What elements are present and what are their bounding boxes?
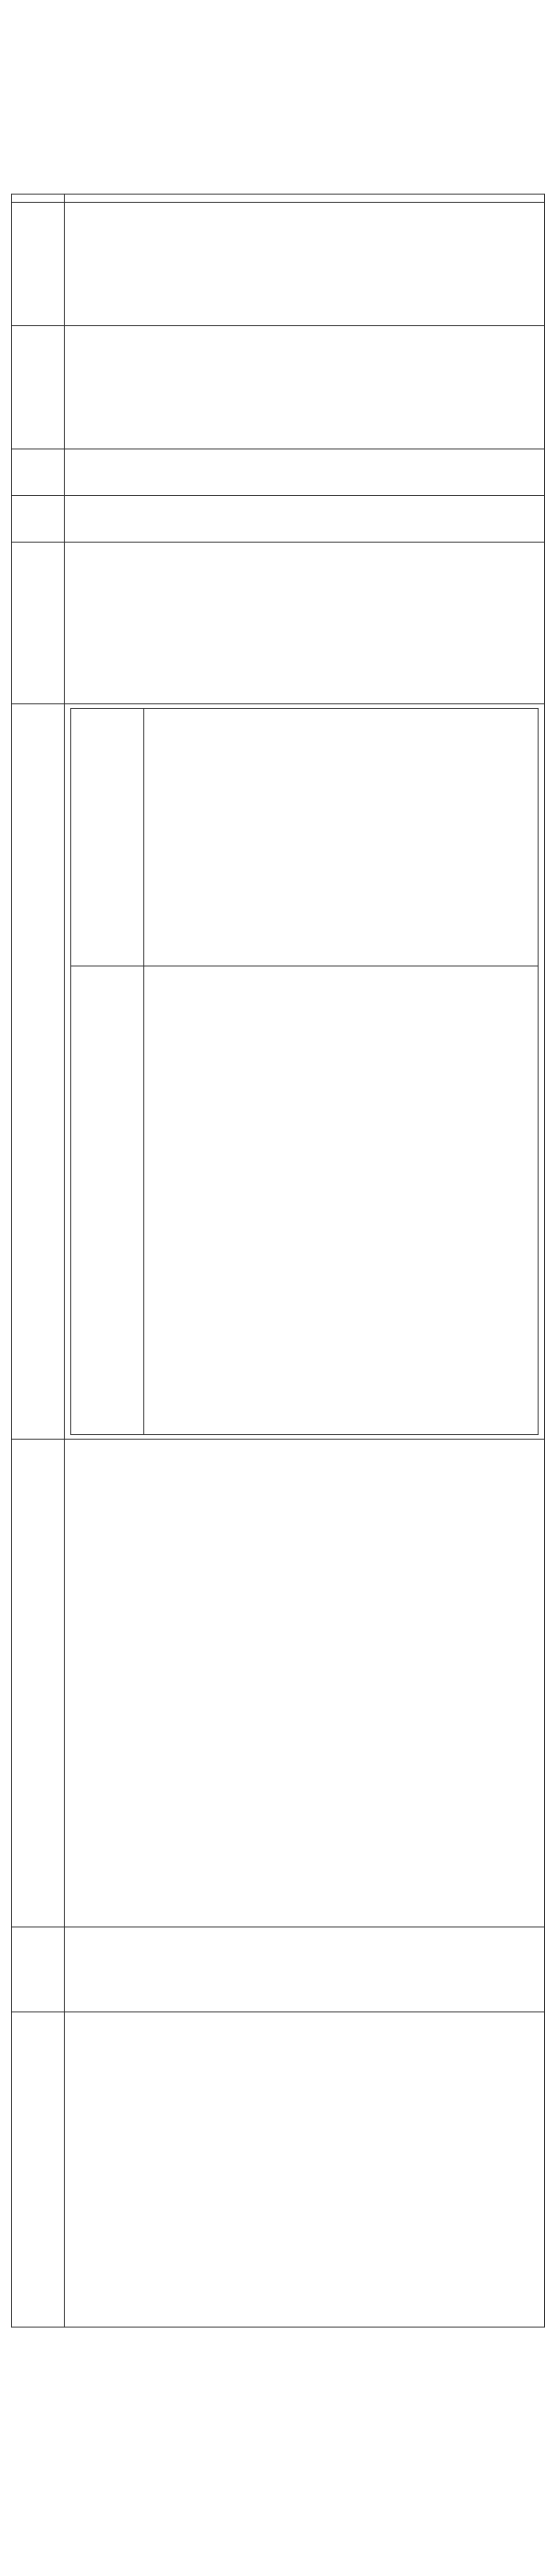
subtable-row — [71, 709, 539, 966]
cell-line — [150, 1047, 532, 1063]
cell-line — [150, 847, 532, 863]
cell-line — [70, 1750, 539, 1767]
cell-line — [70, 2304, 539, 2320]
cell-line — [150, 1181, 532, 1198]
cell-line — [70, 1501, 539, 1517]
outro-line — [11, 2459, 544, 2476]
outro-line — [11, 2519, 544, 2536]
cell-line — [150, 1354, 532, 1370]
cell-line — [70, 1673, 539, 1690]
table-row-content — [65, 496, 545, 543]
table-row-label — [12, 326, 65, 449]
cell-line — [70, 1884, 539, 1901]
cell-line — [70, 2074, 539, 2090]
outro-line — [11, 2539, 544, 2556]
cell-line — [70, 1597, 539, 1613]
table-row — [12, 326, 545, 449]
table-row — [12, 496, 545, 543]
cell-line — [150, 1028, 532, 1044]
cell-line — [70, 1482, 539, 1498]
table-body — [12, 203, 545, 2328]
cell-line — [70, 406, 539, 423]
cell-line — [70, 500, 539, 516]
table-row-content — [65, 2012, 545, 2328]
table-row-content — [65, 1927, 545, 2012]
cell-line — [70, 226, 539, 242]
cell-line — [70, 604, 539, 620]
table-row-content — [65, 326, 545, 449]
cell-line — [70, 1616, 539, 1632]
intro-section — [11, 9, 544, 186]
table-row — [12, 1927, 545, 2012]
cell-line — [150, 1008, 532, 1025]
table-row — [12, 203, 545, 326]
cell-line — [150, 1085, 532, 1102]
cell-line — [70, 2016, 539, 2032]
cell-line — [70, 2208, 539, 2224]
intro-line — [11, 9, 544, 26]
intro-line — [11, 170, 544, 186]
table-row-label — [12, 496, 65, 543]
cell-line — [70, 264, 539, 280]
cell-line — [70, 2150, 539, 2167]
cell-line — [150, 1258, 532, 1274]
outro-section — [11, 2338, 544, 2556]
table-row-content — [65, 449, 545, 496]
cell-line — [150, 1219, 532, 1236]
cell-line — [150, 732, 532, 748]
cell-line — [70, 1846, 539, 1863]
cell-line — [70, 2112, 539, 2128]
cell-line — [70, 245, 539, 261]
table-row — [12, 2012, 545, 2328]
cell-line — [70, 565, 539, 582]
cell-line — [70, 681, 539, 697]
table-header-row — [12, 195, 545, 203]
cell-line — [150, 1124, 532, 1140]
cell-line — [150, 713, 532, 729]
cell-line — [70, 546, 539, 563]
cell-line — [150, 1296, 532, 1313]
cell-line — [150, 1104, 532, 1121]
cell-line — [150, 1373, 532, 1389]
cell-line — [70, 585, 539, 601]
cell-line — [70, 1558, 539, 1575]
cell-line — [70, 1904, 539, 1920]
cell-line — [70, 661, 539, 678]
cell-line — [150, 808, 532, 825]
cell-line — [70, 349, 539, 365]
table-row — [12, 704, 545, 1440]
cell-line — [70, 1950, 539, 1967]
table-row — [12, 449, 545, 496]
cell-line — [150, 1277, 532, 1293]
cell-line — [70, 2170, 539, 2186]
accounting-table — [11, 194, 545, 2328]
cell-line — [70, 1443, 539, 1460]
cell-line — [150, 1200, 532, 1217]
cell-line — [70, 1789, 539, 1805]
cell-line — [150, 1143, 532, 1159]
cell-line — [150, 924, 532, 940]
outro-line — [11, 2419, 544, 2435]
cell-line — [150, 970, 532, 987]
cell-line — [70, 426, 539, 442]
table-row — [12, 1440, 545, 1927]
table-row-label — [12, 203, 65, 326]
cell-line — [150, 1066, 532, 1082]
cell-line — [70, 2285, 539, 2301]
cell-line — [70, 2131, 539, 2148]
table-row-label — [12, 449, 65, 496]
cell-line — [70, 330, 539, 346]
subtable-row-label — [71, 709, 144, 966]
cell-line — [70, 1731, 539, 1747]
intro-line — [11, 130, 544, 146]
subtable-row-label — [71, 966, 144, 1435]
cell-line — [70, 642, 539, 659]
outro-line — [11, 2499, 544, 2516]
cell-line — [70, 1808, 539, 1824]
intro-line — [11, 49, 544, 66]
table-row-content — [65, 543, 545, 704]
cell-line — [150, 1411, 532, 1428]
outro-line — [11, 2338, 544, 2355]
intro-line — [11, 110, 544, 126]
cell-line — [150, 989, 532, 1006]
intro-line — [11, 90, 544, 106]
table-row-content — [65, 203, 545, 326]
subtable-row-content — [144, 966, 539, 1435]
outro-line — [11, 2379, 544, 2395]
table-row — [12, 543, 545, 704]
cell-line — [70, 1769, 539, 1786]
intro-line — [11, 29, 544, 46]
cell-line — [70, 2265, 539, 2282]
outro-line — [11, 2359, 544, 2375]
intro-line — [11, 150, 544, 166]
table-row-label — [12, 2012, 65, 2328]
cell-line — [70, 1693, 539, 1709]
cell-line — [70, 1520, 539, 1536]
cell-line — [70, 387, 539, 404]
cell-line — [70, 1827, 539, 1843]
table-row-content — [65, 704, 545, 1440]
subtable-row-content — [144, 709, 539, 966]
cell-line — [70, 1989, 539, 2005]
cell-line — [70, 2189, 539, 2205]
cell-line — [70, 472, 539, 489]
cell-line — [70, 1931, 539, 1948]
cell-line — [150, 1335, 532, 1351]
table-row-label — [12, 1440, 65, 1927]
table-row-label — [12, 704, 65, 1440]
cell-line — [150, 828, 532, 844]
subtable-row — [71, 966, 539, 1435]
cell-line — [70, 1654, 539, 1671]
table-header-cell — [12, 195, 65, 203]
outro-line — [11, 2479, 544, 2496]
cell-line — [150, 1392, 532, 1409]
cell-line — [150, 751, 532, 767]
cell-line — [70, 1635, 539, 1652]
outro-line — [11, 2439, 544, 2455]
cell-line — [70, 623, 539, 639]
cell-line — [150, 943, 532, 959]
cell-line — [70, 1865, 539, 1882]
cell-line — [70, 283, 539, 300]
table-row-content — [65, 1440, 545, 1927]
cell-line — [150, 1315, 532, 1332]
subtable — [70, 708, 539, 1435]
cell-line — [70, 519, 539, 535]
cell-line — [70, 2093, 539, 2109]
cell-line — [150, 789, 532, 806]
cell-line — [70, 2054, 539, 2071]
cell-line — [150, 770, 532, 787]
cell-line — [70, 1539, 539, 1556]
intro-line — [11, 69, 544, 86]
cell-line — [70, 2246, 539, 2263]
cell-line — [150, 866, 532, 882]
cell-line — [70, 1712, 539, 1728]
cell-line — [70, 1578, 539, 1594]
cell-line — [70, 2227, 539, 2243]
cell-line — [70, 1462, 539, 1479]
cell-line — [150, 1162, 532, 1178]
cell-line — [70, 368, 539, 385]
cell-line — [70, 1969, 539, 1986]
cell-line — [70, 453, 539, 470]
cell-line — [70, 302, 539, 319]
cell-line — [150, 904, 532, 921]
cell-line — [70, 2035, 539, 2052]
table-row-label — [12, 1927, 65, 2012]
cell-line — [150, 885, 532, 902]
table-header-cell — [65, 195, 545, 203]
outro-line — [11, 2399, 544, 2415]
cell-line — [70, 206, 539, 223]
cell-line — [150, 1239, 532, 1255]
table-row-label — [12, 543, 65, 704]
